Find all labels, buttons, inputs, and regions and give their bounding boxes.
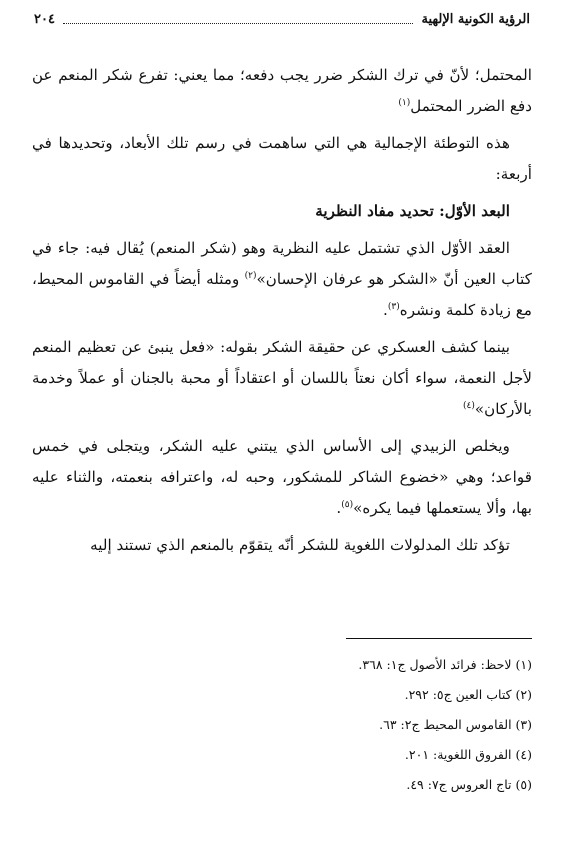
footnote-ref-4: (٤) xyxy=(462,400,475,411)
running-title: الرؤية الكونية الإلهية xyxy=(421,11,530,27)
footnote-ref-2: (٢) xyxy=(244,270,257,281)
paragraph-2: هذه التوطئة الإجمالية هي التي ساهمت في رسم تلك الأبعاد، وتحديدها في أربعة: xyxy=(32,134,532,183)
header-dotted-leader xyxy=(63,15,414,24)
page-number: ٢٠٤ xyxy=(34,11,55,27)
footnote-ref-3: (٣) xyxy=(387,301,400,312)
section-heading: البعد الأوّل: تحديد مفاد النظرية xyxy=(315,202,510,220)
footnote-5: (٥) تاج العروس ج٧: ٤٩. xyxy=(406,777,532,792)
main-text xyxy=(32,60,532,567)
footnote-1: (١) لاحظ: فرائد الأصول ج١: ٣٦٨. xyxy=(358,657,532,672)
footnotes xyxy=(32,650,532,800)
paragraph-3: العقد الأوّل الذي تشتمل عليه النظرية وهو (شكر المنعم) يُقال فيه: جاء في كتاب العين أنّ «الشكر هو عرفان الإحسان»$^{(٢)}$ ومثله أيضاً في القاموس المحيط، مع زيادة كلمة ونشره$^{(٣)}$. xyxy=(32,239,532,319)
paragraph-5: ويخلص الزبيدي إلى الأساس الذي يبتني عليه الشكر، ويتجلى في خمس قواعد؛ وهي «خضوع الشاكر للمشكور، وحبه له، واعترافه بنعمته، والثناء عليه بها، وألا يستعملها فيما يكره»$^{(٥)}$. xyxy=(32,437,532,517)
footnote-ref-5: (٥) xyxy=(341,499,354,510)
paragraph-6: تؤكد تلك المدلولات اللغوية للشكر أنّه يتقوّم بالمنعم الذي تستند إليه xyxy=(90,536,510,554)
footnote-3: (٣) القاموس المحيط ج٢: ٦٣. xyxy=(379,717,532,732)
running-header xyxy=(34,8,530,30)
paragraph-4: بينما كشف العسكري عن حقيقة الشكر بقوله: «فعل ينبئ عن تعظيم المنعم لأجل النعمة، سواء أكان نعتاً باللسان أو اعتقاداً أو محبة بالجنان أو عملاً وخدمة بالأركان»$^{(٤)}$ xyxy=(32,338,532,418)
footnote-4: (٤) الفروق اللغوية: ٢٠١. xyxy=(404,747,532,762)
footnote-separator xyxy=(346,638,532,639)
paragraph-1: المحتمل؛ لأنّ في ترك الشكر ضرر يجب دفعه؛ مما يعني: تفرع شكر المنعم عن دفع الضرر المحتمل$^{(١)}$ xyxy=(32,66,532,115)
footnote-2: (٢) كتاب العين ج٥: ٢٩٢. xyxy=(404,687,532,702)
footnote-ref-1: (١) xyxy=(398,97,411,108)
